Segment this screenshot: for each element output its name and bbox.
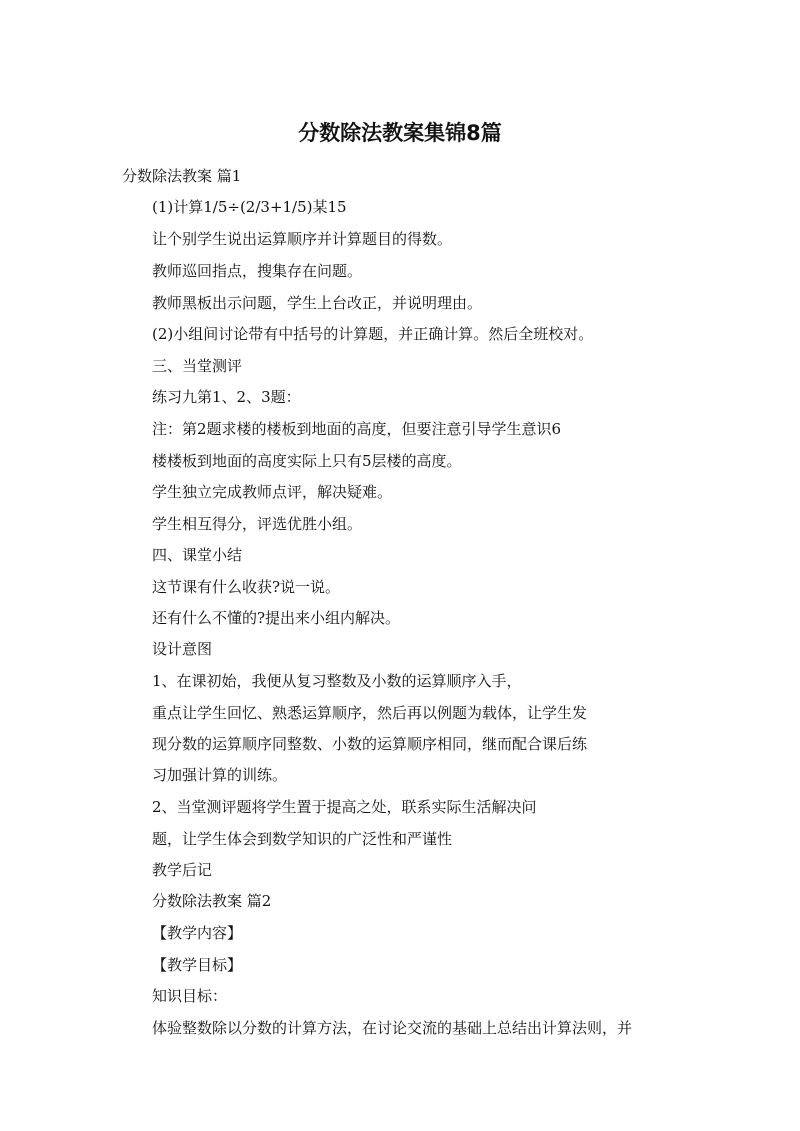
body-line: 注：第2题求楼的楼板到地面的高度，但要注意引导学生意识6: [152, 420, 562, 438]
subheading-assessment: 三、当堂测评: [152, 357, 243, 375]
subheading-knowledge-goal: 知识目标：: [152, 987, 228, 1005]
body-line: 学生相互得分，评选优胜小组。: [152, 515, 363, 533]
body-line: 这节课有什么收获?说一说。: [152, 578, 341, 596]
body-line: 教师巡回指点，搜集存在问题。: [152, 262, 363, 280]
body-line: 练习九第1、2、3题：: [152, 388, 301, 406]
bracket-heading-content: 【教学内容】: [152, 924, 243, 942]
body-line: 让个别学生说出运算顺序并计算题目的得数。: [152, 230, 453, 248]
body-line: 还有什么不懂的?提出来小组内解决。: [152, 609, 401, 627]
document-title: 分数除法教案集锦8篇: [298, 121, 502, 145]
section-heading-part-1: 分数除法教案 篇1: [122, 167, 242, 185]
section-heading-part-2: 分数除法教案 篇2: [152, 892, 272, 910]
body-line: 现分数的运算顺序同整数、小数的运算顺序相同，继而配合课后练: [152, 735, 588, 753]
body-line: (2)小组间讨论带有中括号的计算题，并正确计算。然后全班校对。: [152, 325, 594, 343]
body-line: 2、当堂测评题将学生置于提高之处，联系实际生活解决问: [152, 798, 537, 816]
body-line: 习加强计算的训练。: [152, 766, 288, 784]
body-line: 楼楼板到地面的高度实际上只有5层楼的高度。: [152, 452, 462, 470]
body-line: 教师黑板出示问题，学生上台改正，并说明理由。: [152, 294, 483, 312]
body-line: (1)计算1/5÷(2/3+1/5)某15: [152, 198, 347, 216]
body-line: 体验整数除以分数的计算方法，在讨论交流的基础上总结出计算法则，并: [152, 1019, 633, 1037]
subheading-summary: 四、课堂小结: [152, 546, 243, 564]
subheading-design-intent: 设计意图: [152, 640, 213, 658]
body-line: 1、在课初始，我便从复习整数及小数的运算顺序入手，: [152, 672, 522, 690]
bracket-heading-goals: 【教学目标】: [152, 956, 243, 974]
body-line: 重点让学生回忆、熟悉运算顺序，然后再以例题为载体，让学生发: [152, 704, 588, 722]
subheading-postscript: 教学后记: [152, 861, 213, 879]
body-line: 学生独立完成教师点评，解决疑难。: [152, 483, 393, 501]
body-line: 题，让学生体会到数学知识的广泛性和严谨性: [152, 830, 453, 848]
